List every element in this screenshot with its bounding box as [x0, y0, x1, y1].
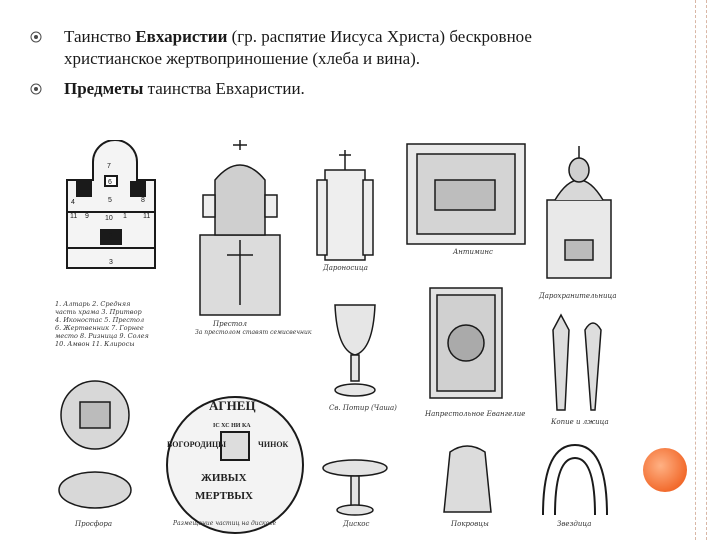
- caption-paten: Размещение частиц на дискосе: [173, 520, 277, 527]
- legend-line: 1. Алтарь 2. Средняя: [55, 300, 131, 308]
- spear-spoon-drawing: [553, 315, 601, 410]
- church-plan-drawing: [67, 140, 155, 268]
- caption-gospel: Напрестольное Евангелие: [425, 410, 526, 418]
- plan-number: 5: [108, 197, 112, 204]
- plan-number: 11: [70, 213, 78, 220]
- bullet-text-bold: Евхаристии: [135, 27, 228, 46]
- caption-covers: Покровцы: [451, 520, 489, 528]
- caption-zvezditsa: Звездица: [557, 520, 592, 528]
- caption-daronositsa: Дароносица: [323, 264, 368, 272]
- caption-diskos: Дискос: [343, 520, 370, 528]
- daronositsa-drawing: [317, 150, 373, 260]
- bullet-item: [28, 26, 588, 70]
- plan-number: 4: [71, 199, 75, 206]
- legend-line: место 8. Ризница 9. Солея: [55, 332, 149, 340]
- bullet-list: [28, 26, 588, 108]
- plan-number: 8: [141, 197, 145, 204]
- bullet-text-post: таинства Евхаристии.: [143, 79, 305, 98]
- caption-altar: Престол: [213, 320, 247, 328]
- bullet-icon: [30, 83, 42, 95]
- antimins-drawing: [407, 144, 525, 244]
- plan-number: 10: [105, 215, 113, 222]
- legend-line: 4. Иконостас 5. Престол: [55, 316, 145, 324]
- chalice-drawing: [335, 305, 375, 396]
- caption-spear-spoon: Копие и лжица: [551, 418, 609, 426]
- caption-prosphora: Просфора: [75, 520, 113, 528]
- caption-antimins: Антиминс: [453, 248, 493, 256]
- paten-seal-drawing: [167, 397, 303, 533]
- altar-drawing: [200, 140, 280, 315]
- seal-word-left: БОГОРОДИЦЫ: [167, 440, 227, 449]
- caption-altar-sub: За престолом ставят семисвечник: [195, 329, 312, 336]
- legend-line: 10. Амвон 11. Клиросы: [55, 340, 135, 348]
- plan-legend: [55, 300, 165, 348]
- caption-chalice: Св. Потир (Чаша): [329, 404, 397, 412]
- seal-word-bottom: МЕРТВЫХ: [195, 490, 253, 502]
- seal-word-lower: ЖИВЫХ: [201, 472, 247, 484]
- caption-darokhranitelnitsa: Дарохранительница: [539, 292, 617, 300]
- seal-word-center: ІС ХС НИ КА: [213, 423, 251, 429]
- plan-number: 9: [85, 213, 89, 220]
- bullet-text-bold: Предметы: [64, 79, 144, 98]
- diskos-drawing: [323, 460, 387, 515]
- eucharist-objects-figure: [55, 140, 625, 535]
- plan-number: 1: [123, 213, 127, 220]
- darokhranitelnitsa-drawing: [547, 146, 611, 278]
- plan-number: 7: [107, 163, 111, 170]
- plan-number: 11: [143, 213, 151, 220]
- bullet-item: [28, 78, 588, 100]
- plan-number: 6: [108, 179, 112, 186]
- zvezditsa-drawing: [543, 445, 607, 515]
- gospel-drawing: [430, 288, 502, 398]
- plan-number: 3: [109, 259, 113, 266]
- accent-circle: [643, 448, 687, 492]
- bullet-icon: [30, 31, 42, 43]
- plan-number: 2: [109, 233, 113, 240]
- prosphora-drawing: [59, 381, 131, 508]
- seal-word-right: ЧИНОК: [258, 440, 289, 449]
- seal-word-top: АГНЕЦ: [209, 398, 256, 413]
- decorative-edge: [695, 0, 720, 540]
- legend-line: часть храма 3. Притвор: [55, 308, 142, 316]
- legend-line: 6. Жертвенник 7. Горнее: [55, 324, 144, 332]
- bullet-text-pre: Таинство: [64, 27, 136, 46]
- covers-drawing: [444, 446, 491, 512]
- bullet-text-post: (гр. распятие Иисуса Христа) бескровное христианское жертвоприношение (хлеба и вина).: [64, 27, 532, 68]
